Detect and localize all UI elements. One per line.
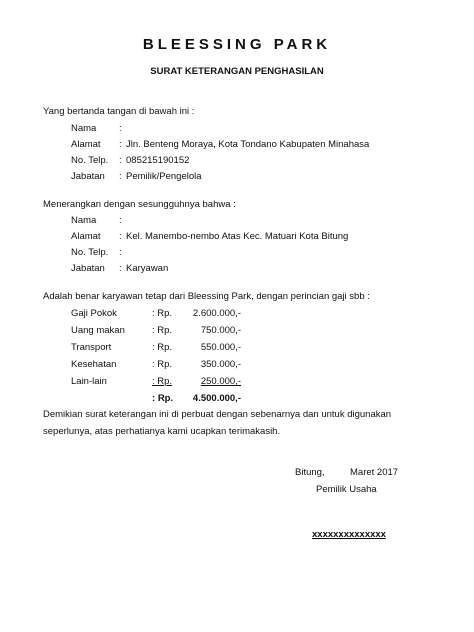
statement-text: Menerangkan dengan sesungguhnya bahwa : [43,199,236,210]
subject-alamat-colon: : [119,231,122,242]
salary-amount-uang-makan: 750.000,- [200,325,241,336]
signing-date: Maret 2017 [350,467,399,478]
signer-nama-colon: : [119,123,122,134]
subject-jabatan-colon: : [119,263,122,274]
subject-jabatan-label: Jabatan [71,263,105,274]
salary-total-amount: 4.500.000,- [192,393,241,404]
subject-jabatan-value: Karyawan [126,263,169,274]
salary-currency: : Rp. [152,308,173,319]
signing-place: Bitung, [295,467,325,478]
document-subtitle: SURAT KETERANGAN PENGHASILAN [150,66,324,77]
salary-currency: : Rp. [152,359,173,370]
signer-jabatan-value: Pemilik/Pengelola [126,171,202,182]
signer-alamat-value: Jln. Benteng Moraya, Kota Tondano Kabupaten Minahasa [126,139,370,150]
intro-text: Yang bertanda tangan di bawah ini : [43,106,195,117]
salary-label-transport: Transport [71,342,112,353]
salary-label-lain-lain: Lain-lain [71,376,107,387]
signer-telp-value: 085215190152 [126,155,190,166]
salary-label-kesehatan: Kesehatan [71,359,117,370]
signer-telp-label: No. Telp. [71,155,109,166]
salary-amount-transport: 550.000,- [200,342,241,353]
company-title: BLEESSING PARK [142,36,332,53]
salary-currency: : Rp. [152,342,173,353]
signer-alamat-label: Alamat [71,139,101,150]
signature-name: xxxxxxxxxxxxxx [312,529,386,540]
signer-jabatan-colon: : [119,171,122,182]
salary-amount-gaji-pokok: 2.600.000,- [192,308,241,319]
salary-amount-lain-lain: 250.000,- [200,376,241,387]
salary-currency: : Rp. [152,376,173,387]
salary-intro-text: Adalah benar karyawan tetap dari Bleessing Park, dengan perincian gaji sbb : [43,291,370,302]
signer-nama-label: Nama [71,123,97,134]
salary-currency: : Rp. [152,325,173,336]
subject-nama-colon: : [119,215,122,226]
closing-paragraph: Demikian surat keterangan ini di perbuat dengan sebenarnya dan untuk digunakan seperlunya, atas perhatianya kami ucapkan terimakasih. [43,409,392,437]
subject-alamat-label: Alamat [71,231,101,242]
subject-telp-label: No. Telp. [71,247,109,258]
signer-title: Pemilik Usaha [316,484,377,495]
signer-telp-colon: : [119,155,122,166]
salary-amount-kesehatan: 350.000,- [200,359,241,370]
salary-label-uang-makan: Uang makan [71,325,125,336]
signer-jabatan-label: Jabatan [71,171,105,182]
signer-alamat-colon: : [119,139,122,150]
subject-alamat-value: Kel. Manembo-nembo Atas Kec. Matuari Kota Bitung [126,231,349,242]
salary-total-currency: : Rp. [152,393,174,404]
salary-label-gaji-pokok: Gaji Pokok [71,308,117,319]
subject-nama-label: Nama [71,215,97,226]
subject-telp-colon: : [119,247,122,258]
